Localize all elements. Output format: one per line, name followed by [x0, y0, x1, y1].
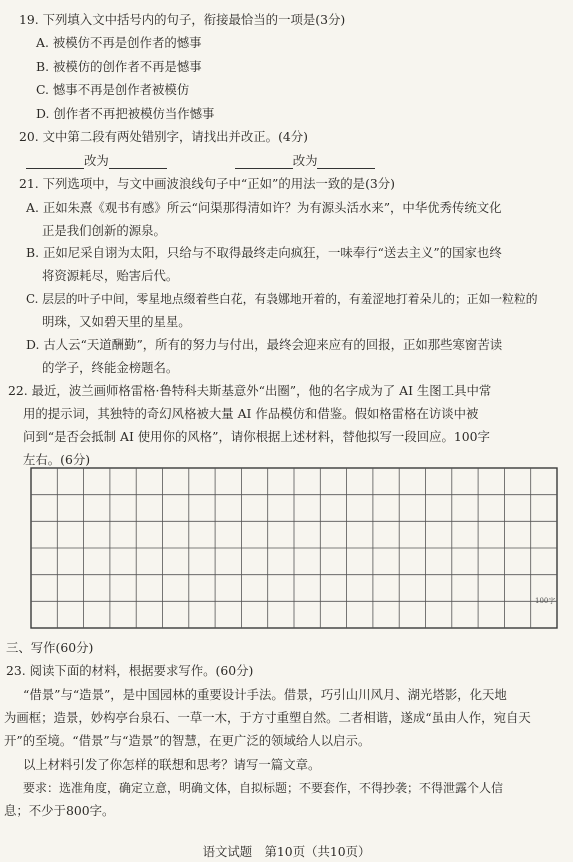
q21-option-d-line1: D. 古人云“天道酬勤”，所有的努力与付出，最终会迎来应有的回报，正如那些寒窗苦读 [26, 337, 503, 352]
fill-word: 改为 [84, 153, 109, 168]
q21-option-a-line1: A. 正如朱熹《观书有感》所云“问渠那得清如许？为有源头活水来”，中华优秀传统文化 [26, 200, 502, 215]
q20-answer-line [26, 153, 375, 169]
q21-stem: 21. 下列选项中，与文中画波浪线句子中“正如”的用法一致的是(3分) [19, 176, 396, 191]
q19-stem: 19. 下列填入文中括号内的句子，衔接最恰当的一项是(3分) [19, 12, 346, 27]
q21-option-c-line2: 明珠，又如碧天里的星星。 [42, 314, 191, 329]
q22-line2: 用的提示词，其独特的奇幻风格被大量 AI 作品模仿和借鉴。假如格雷格在访谈中被 [23, 406, 479, 421]
q19-option-a: A. 被模仿不再是创作者的憾事 [36, 35, 202, 50]
answer-blank[interactable] [109, 156, 167, 169]
q19-option-d: D. 创作者不再把被模仿当作憾事 [36, 106, 215, 121]
q22-line4: 左右。(6分) [23, 452, 91, 467]
q23-requirements-line2: 息；不少于800字。 [4, 803, 115, 818]
q23-requirements-line1: 要求：选准角度，确定立意，明确文体，自拟标题；不要套作，不得抄袭；不得泄露个人信 [23, 781, 504, 795]
q21-option-c-line1: C. 层层的叶子中间，零星地点缀着些白花，有袅娜地开着的，有羞涩地打着朵儿的；正如一粒粒的 [26, 292, 538, 306]
fill-word: 改为 [292, 153, 318, 168]
answer-blank[interactable] [26, 156, 84, 169]
answer-blank[interactable] [235, 156, 293, 169]
q23-prompt: 以上材料引发了你怎样的联想和思考？请写一篇文章。 [23, 757, 321, 772]
section-writing-heading: 三、写作(60分) [6, 640, 94, 655]
q21-option-a-line2: 正是我们创新的源泉。 [42, 223, 166, 238]
q23-stem: 23. 阅读下面的材料，根据要求写作。(60分) [6, 663, 254, 678]
grid-word-count-mark: 100字 [535, 597, 556, 605]
q23-material-line2: 为画框；造景，妙构亭台泉石、一草一木，于方寸重塑自然。二者相谐，遂成“虽由人作，宛自天 [4, 710, 531, 725]
answer-grid[interactable] [30, 467, 560, 630]
q22-line1: 22. 最近，波兰画师格雷格·鲁特科夫斯基意外“出圈”，他的名字成为了 AI 生图工具中常 [8, 383, 492, 398]
q23-material-line1: “借景”与“造景”，是中国园林的重要设计手法。借景，巧引山川风月、湖光塔影，化天地 [23, 687, 507, 702]
q22-line3: 问到“是否会抵制 AI 使用你的风格”，请你根据上述材料，替他拟写一段回应。100字 [23, 429, 490, 444]
q23-material-line3: 开”的至境。“借景”与“造景”的智慧，在更广泛的领域给人以启示。 [4, 733, 371, 748]
q19-option-c: C. 憾事不再是创作者被模仿 [36, 82, 190, 97]
answer-blank[interactable] [317, 156, 375, 169]
q21-option-d-line2: 的学子，终能金榜题名。 [42, 360, 179, 375]
q19-option-b: B. 被模仿的创作者不再是憾事 [36, 59, 202, 74]
q21-option-b-line1: B. 正如尼采自诩为太阳，只给与不取得最终走向疯狂，一味奉行“送去主义”的国家也终 [26, 245, 502, 260]
page-footer: 语文试题 第10页（共10页） [202, 844, 371, 859]
q20-stem: 20. 文中第二段有两处错别字，请找出并改正。(4分) [19, 129, 309, 144]
q21-option-b-line2: 将资源耗尽，贻害后代。 [42, 268, 179, 283]
